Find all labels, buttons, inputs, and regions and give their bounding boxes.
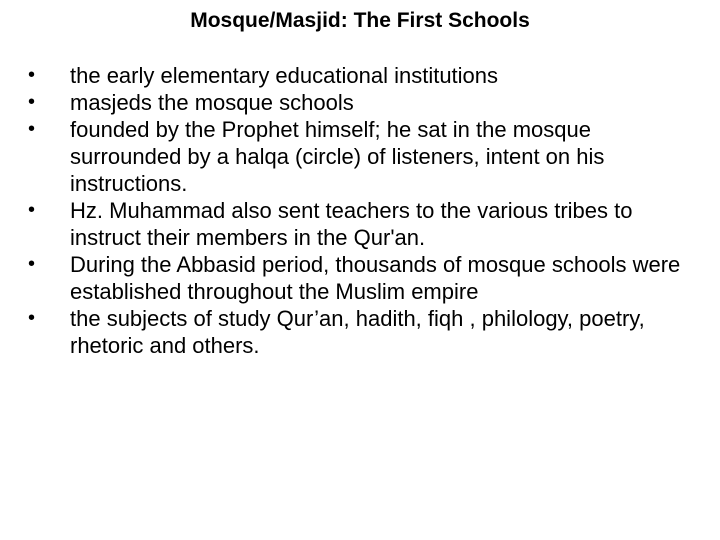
bullet-icon: • bbox=[28, 64, 36, 86]
slide-title: Mosque/Masjid: The First Schools bbox=[190, 9, 530, 32]
bullet-icon: • bbox=[28, 118, 36, 140]
bullet-item-3 bbox=[28, 116, 688, 197]
bullet-item-1 bbox=[28, 62, 688, 89]
bullet-text: the subjects of study Qur’an, hadith, fiqh , philology, poetry, rhetoric and others. bbox=[70, 306, 645, 358]
bullet-text: Hz. Muhammad also sent teachers to the various tribes to instruct their members in the Qur'an. bbox=[70, 198, 633, 250]
bullet-list bbox=[28, 62, 688, 359]
bullet-item-4 bbox=[28, 197, 688, 251]
bullet-icon: • bbox=[28, 253, 36, 275]
bullet-icon: • bbox=[28, 199, 36, 221]
bullet-item-2 bbox=[28, 89, 688, 116]
bullet-text: the early elementary educational institutions bbox=[70, 63, 499, 88]
bullet-item-5 bbox=[28, 251, 688, 305]
bullet-item-6 bbox=[28, 305, 688, 359]
bullet-icon: • bbox=[28, 307, 36, 329]
bullet-text: During the Abbasid period, thousands of mosque schools were established throughout the Muslim empire bbox=[70, 252, 681, 304]
bullet-text: masjeds the mosque schools bbox=[70, 90, 354, 115]
bullet-text: founded by the Prophet himself; he sat in the mosque surrounded by a halqa (circle) of listeners, intent on his instructions. bbox=[70, 117, 605, 196]
bullet-icon: • bbox=[28, 91, 36, 113]
